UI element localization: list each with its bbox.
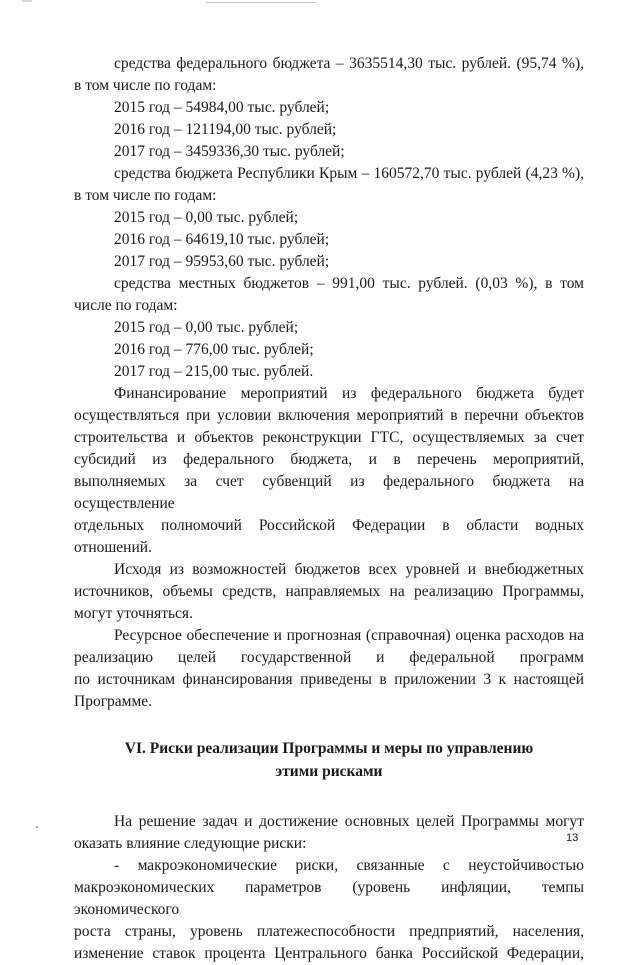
paragraph-line: выполняемых за счет субвенций из федерального бюджета на осуществление xyxy=(74,473,584,512)
section-heading-line2: этими рисками xyxy=(275,763,383,780)
crimea-budget-years-label: в том числе по годам: xyxy=(74,187,217,204)
scan-mark xyxy=(22,0,32,2)
header-rule xyxy=(206,2,316,3)
sources-paragraph xyxy=(74,559,584,625)
local-2017: 2017 год – 215,00 тыс. рублей. xyxy=(114,363,314,380)
resources-paragraph xyxy=(74,625,584,713)
federal-2017: 2017 год – 3459336,30 тыс. рублей; xyxy=(114,143,345,160)
page-number: 13 xyxy=(566,832,579,844)
paragraph-line: оказать влияние следующие риски: xyxy=(74,835,307,852)
paragraph-line: Программе. xyxy=(74,693,153,710)
local-2016: 2016 год – 776,00 тыс. рублей; xyxy=(114,341,314,358)
document-page xyxy=(74,53,584,965)
paragraph-line: по источникам финансирования приведены в приложении 3 к настоящей xyxy=(74,671,584,688)
crimea-2017: 2017 год – 95953,60 тыс. рублей; xyxy=(114,253,330,270)
scan-speck xyxy=(36,826,38,828)
paragraph-line: источников, объемы средств, направляемых на реализацию Программы, xyxy=(74,583,584,600)
macro-risks-paragraph xyxy=(74,855,584,965)
federal-2016: 2016 год – 121194,00 тыс. рублей; xyxy=(114,121,337,138)
federal-budget-years-label: в том числе по годам: xyxy=(74,77,217,94)
paragraph-line: осуществляться при условии включения мероприятий в перечни объектов xyxy=(74,407,584,424)
paragraph-line: изменение ставок процента Центрального банка Российской Федерации, xyxy=(74,945,584,962)
crimea-2016: 2016 год – 64619,10 тыс. рублей; xyxy=(114,231,330,248)
paragraph-line: Ресурсное обеспечение и прогнозная (справочная) оценка расходов на xyxy=(114,627,584,644)
paragraph-line: макроэкономических параметров (уровень инфляции, темпы экономического xyxy=(74,879,584,918)
risks-intro-paragraph xyxy=(74,811,584,855)
federal-2015: 2015 год – 54984,00 тыс. рублей; xyxy=(114,99,330,116)
section-heading-line1: VI. Риски реализации Программы и меры по управлению xyxy=(124,740,534,757)
local-budget-years-label: числе по годам: xyxy=(74,297,178,314)
paragraph-line: могут уточняться. xyxy=(74,605,193,622)
local-2015: 2015 год – 0,00 тыс. рублей; xyxy=(114,319,299,336)
federal-budget-line: средства федерального бюджета – 3635514,30 тыс. рублей. (95,74 %), xyxy=(114,55,584,72)
paragraph-line: - макроэкономические риски, связанные с неустойчивостью xyxy=(114,857,584,874)
crimea-2015: 2015 год – 0,00 тыс. рублей; xyxy=(114,209,299,226)
paragraph-line: строительства и объектов реконструкции ГТС, осуществляемых за счет xyxy=(74,429,584,446)
paragraph-line: субсидий из федерального бюджета, и в перечень мероприятий, xyxy=(74,451,584,468)
paragraph-line: роста страны, уровень платежеспособности предприятий, населения, xyxy=(74,923,584,940)
crimea-budget-line: средства бюджета Республики Крым – 160572,70 тыс. рублей (4,23 %), xyxy=(114,165,584,182)
section-heading xyxy=(74,737,584,783)
financing-paragraph xyxy=(74,383,584,559)
paragraph-line: реализацию целей государственной и федеральной программ xyxy=(74,649,584,666)
local-budget-line: средства местных бюджетов – 991,00 тыс. рублей. (0,03 %), в том xyxy=(114,275,584,292)
paragraph-line: На решение задач и достижение основных целей Программы могут xyxy=(114,813,584,830)
paragraph-line: отдельных полномочий Российской Федерации в области водных отношений. xyxy=(74,517,584,556)
paragraph-line: Исходя из возможностей бюджетов всех уровней и внебюджетных xyxy=(114,561,584,578)
paragraph-line: Финансирование мероприятий из федерального бюджета будет xyxy=(114,385,584,402)
